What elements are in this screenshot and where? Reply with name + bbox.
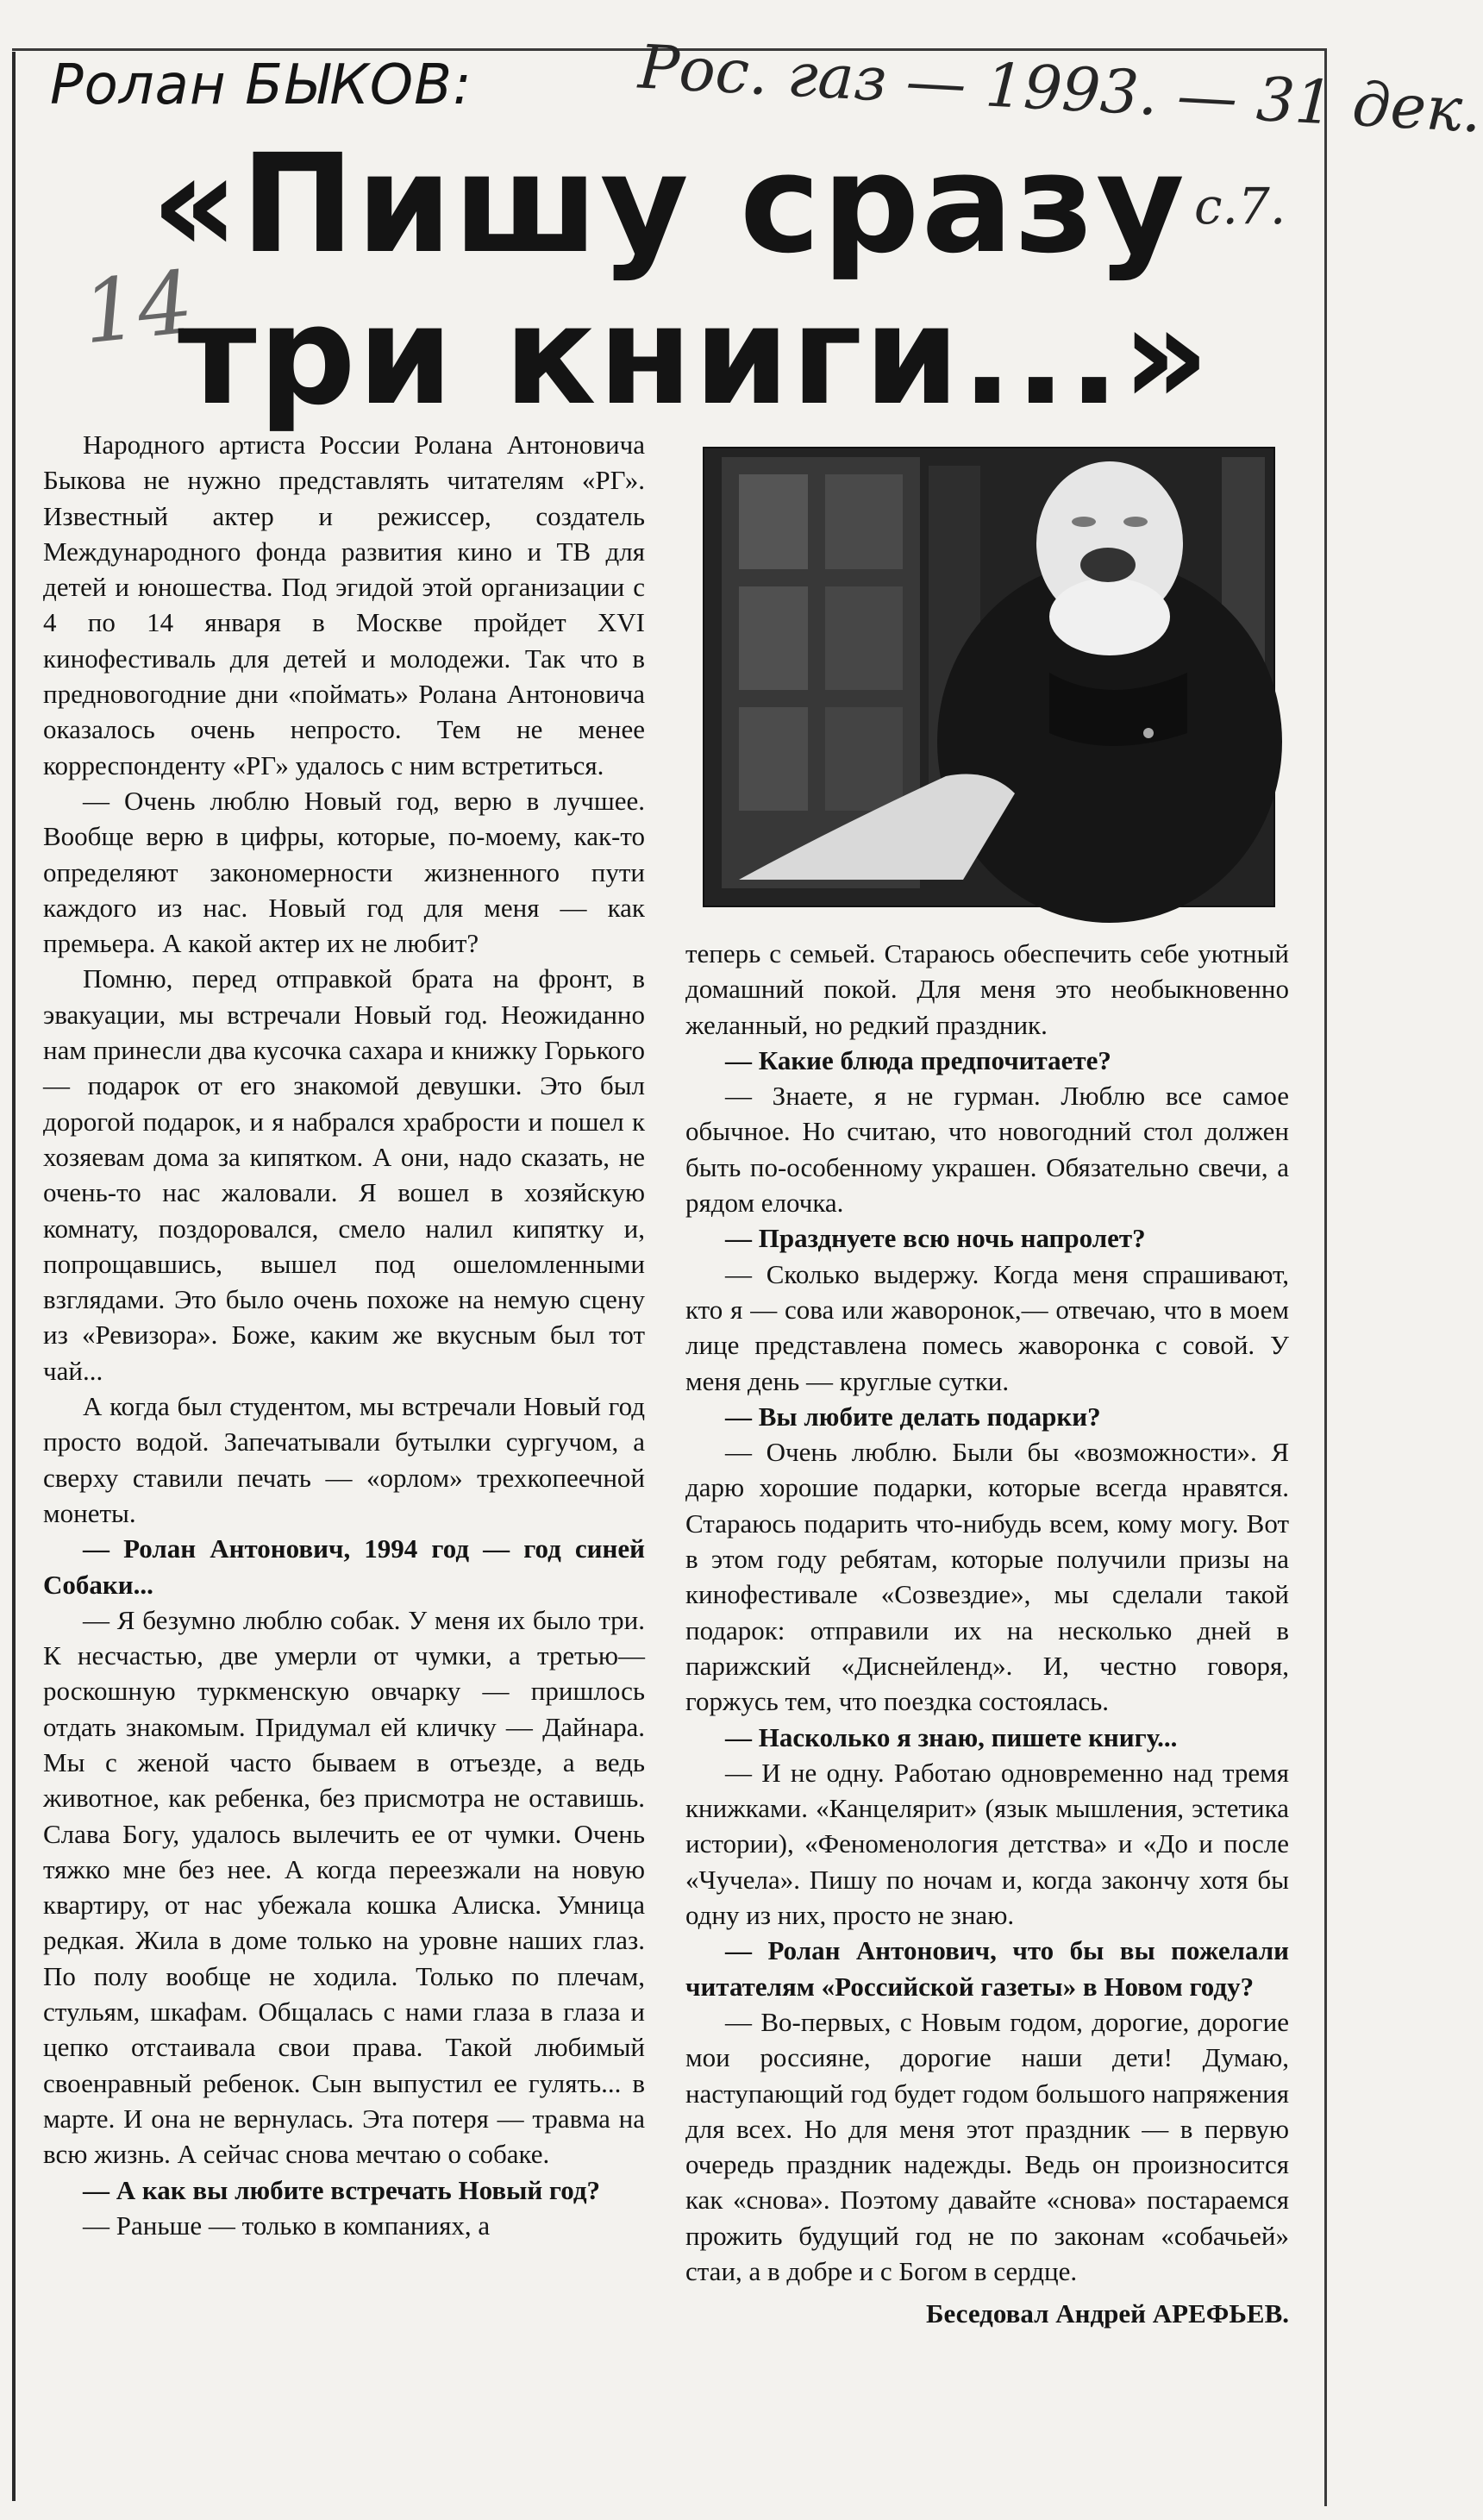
article-byline: Ролан БЫКОВ:: [50, 53, 472, 117]
left-paragraph: — Я безумно люблю собак. У меня их было три. К несчастью, две умерли от чумки, а третью—роскошную туркменскую овчарку — пришлось отдать знакомым. Придумал ей кличку — Дайнара. Мы с женой часто бываем в отъезде, а ведь животное, как ребенка, без присмотра не оставишь. Слава Богу, удалось вылечить ее от чумки. Очень тяжко мне без нее. А когда переезжали на новую квартиру, от нас убежала кошка Алиска. Умница редкая. Жила в доме только на уровне наших глаз. По полу вообще не ходила. Только по плечам, стульям, шкафам. Общалась с нами глаза в глаза и цепко отстаивала свои права. Такой любимый своенравный ребенок. Сын выпустил ее гулять... в марте. И она не вернулась. Эта потеря — травма на всю жизнь. А сейчас снова мечтаю о собаке.: [43, 1604, 645, 2170]
article-headline: [0, 125, 1337, 436]
left-paragraph: — Очень люблю Новый год, верю в лучшее. Вообще верю в цифры, которые, по-моему, как-то определяют закономерности жизненного пути каждого из нас. Новый год для меня — как премьера. А какой актер их не любит?: [43, 785, 645, 959]
headline-line-2: три книги...»: [178, 277, 1211, 436]
handwritten-number: 14: [78, 251, 198, 364]
portrait-photo-image: [704, 448, 1273, 906]
interview-question: — А как вы любите встречать Новый год?: [83, 2174, 601, 2205]
right-paragraph: — Очень люблю. Были бы «возможности». Я дарю хорошие подарки, которые всегда нравятся. Стараюсь подарить что-нибудь всем, кому могу. Вот в этом году ребятам, которые получили призы на кинофестивале «Созвездие», мы сделали такой подарок: отправили их на несколько дней в парижский «Диснейленд». И, честно говоря, горжусь тем, что поездка состоялась.: [685, 1437, 1289, 1717]
handwritten-source-note: Рос. газ — 1993. — 31 дек.: [636, 31, 1483, 147]
portrait-photo: [703, 447, 1275, 907]
article-column-right: [685, 936, 1289, 2332]
interview-question: — Ролан Антонович, что бы вы пожелали читателям «Российской газеты» в Новом году?: [685, 1935, 1289, 2002]
interview-question: — Празднуете всю ночь напролет?: [725, 1223, 1146, 1254]
interview-question: — Вы любите делать подарки?: [725, 1401, 1101, 1432]
interview-question: — Насколько я знаю, пишете книгу...: [725, 1721, 1178, 1752]
interview-question: — Ролан Антонович, 1994 год — год синей Собаки...: [43, 1533, 645, 1600]
right-paragraph: — Сколько выдержу. Когда меня спрашивают, кто я — сова или жаворонок,— отвечаю, что в моем лице представлена помесь жаворонка с совой. У меня день — круглые сутки.: [685, 1258, 1289, 1396]
article-column-left: [43, 427, 645, 2243]
headline-line-1: «Пишу сразу: [151, 125, 1186, 284]
article-signature: Беседовал Андрей АРЕФЬЕВ.: [926, 2298, 1289, 2329]
left-paragraph: — Раньше — только в компаниях, а: [83, 2210, 491, 2241]
right-paragraph: — И не одну. Работаю одновременно над тремя книжками. «Канцелярит» (язык мышления, эстетика истории), «Феноменология детства» и «До и после «Чучела». Пишу по ночам и, когда закончу хотя бы одну из них, просто не знаю.: [685, 1757, 1289, 1931]
left-paragraph: Народного артиста России Ролана Антоновича Быкова не нужно представлять читателям «РГ». Известный актер и режиссер, создатель Международного фонда развития кино и ТВ для детей и юношества. Под эгидой этой организации с 4 по 14 января в Москве пройдет XVI кинофестиваль для детей и молодежи. Так что в предновогодние дни «поймать» Ролана Антоновича оказалось очень непросто. Тем не менее корреспонденту «РГ» удалось с ним встретиться.: [43, 429, 645, 780]
left-paragraph: А когда был студентом, мы встречали Новый год просто водой. Запечатывали бутылки сургучом, а сверху ставили печать — «орлом» трехкопеечной монеты.: [43, 1391, 645, 1528]
right-paragraph: — Во-первых, с Новым годом, дорогие, дорогие мои россияне, дорогие наши дети! Думаю, наступающий год будет годом большого напряжения для всех. Но для меня этот праздник — в первую очередь праздник надежды. Ведь он произносится как «снова». Поэтому давайте «снова» постараемся прожить будущий год не по законам «собачьей» стаи, а в добре и с Богом в сердце.: [685, 2006, 1289, 2286]
interview-question: — Какие блюда предпочитаете?: [725, 1044, 1111, 1075]
handwritten-page-note: с.7.: [1194, 177, 1286, 235]
right-continuation: теперь с семьей. Стараюсь обеспечить себе уютный домашний покой. Для меня это необыкновенно желанный, но редкий праздник.: [685, 938, 1289, 1040]
left-paragraph: Помню, перед отправкой брата на фронт, в эвакуации, мы встречали Новый год. Неожиданно нам принесли два кусочка сахара и книжку Горького — подарок от его знакомой девушки. Это был дорогой подарок, и я набрался храбрости и пошел к хозяевам дома за кипятком. А они, надо сказать, не очень-то нас жаловали. Я вошел в хозяйскую комнату, поздоровался, смело налил кипятку и, попрощавшись, вышел под ошеломленными взглядами. Это было очень похоже на немую сцену из «Ревизора». Боже, каким же вкусным был тот чай...: [43, 963, 645, 1386]
right-paragraph: — Знаете, я не гурман. Люблю все самое обычное. Но считаю, что новогодний стол должен быть по-особенному украшен. Обязательно свечи, а рядом елочка.: [685, 1081, 1289, 1219]
